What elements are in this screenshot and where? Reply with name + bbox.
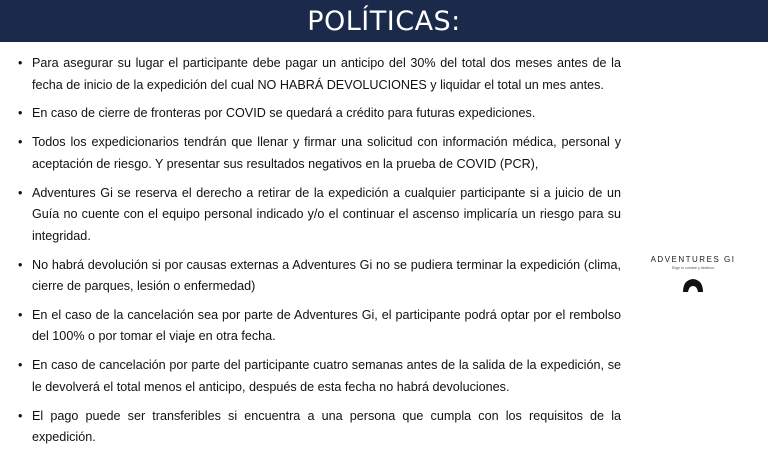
policy-item (14, 53, 621, 96)
policy-text: En caso de cierre de fronteras por COVID se quedará a crédito para futuras expediciones. (32, 106, 536, 121)
brand-name: ADVENTURES GI (650, 255, 736, 264)
policy-text: No habrá devolución si por causas externas a Adventures Gi no se pudiera terminar la expedición (clima, cierre de parques, lesión o enfermedad) (32, 257, 621, 294)
policy-text: En caso de cancelación por parte del participante cuatro semanas antes de la salida de la expedición, se le devolverá el total menos el anticipo, después de esta fecha no habrá devoluciones. (32, 358, 621, 394)
policy-text: El pago puede ser transferibles si encuentra a una persona que cumpla con los requisitos de la expedición. (32, 408, 621, 445)
policy-item (14, 103, 621, 125)
policy-item (14, 255, 621, 298)
brand-logo (648, 255, 738, 293)
policy-text: Todos los expedicionarios tendrán que llenar y firmar una solicitud con información médica, personal y aceptación de riesgo. Y presentar sus resultados negativos en la prueba de COVID (PCR), (32, 135, 621, 171)
bullet-icon: • (18, 257, 23, 272)
bullet-icon: • (18, 408, 23, 423)
policy-text: En el caso de la cancelación sea por parte de Adventures Gi, el participante podrá optar por el rembolso del 100% o por tomar el viaje en otra fecha. (32, 307, 621, 344)
bullet-icon: • (18, 56, 23, 70)
policy-text: Para asegurar su lugar el participante debe pagar un anticipo del 30% del total dos meses antes de la fecha de inicio de la expedición del cual NO HABRÁ DEVOLUCIONES y liquidar el total un mes antes. (32, 56, 621, 92)
brand-tagline: Elige tu cumbre y destinos (671, 266, 715, 270)
policy-item (14, 406, 621, 449)
policy-item (14, 355, 621, 398)
policy-item (14, 132, 621, 175)
title-banner (0, 0, 768, 42)
policy-text: Adventures Gi se reserva el derecho a retirar de la expedición a cualquier participante si a juicio de un Guía no cuente con el equipo personal indicado y/o el continuar el ascenso implicaría un riesgo para su integridad. (32, 185, 621, 243)
policies-list (14, 53, 621, 449)
bullet-icon: • (18, 135, 23, 150)
mountain-icon (682, 277, 704, 293)
page-title: POLÍTICAS: (307, 5, 461, 37)
policy-item (14, 183, 621, 248)
bullet-icon: • (18, 185, 23, 200)
policies-section (14, 53, 621, 456)
bullet-icon: • (18, 106, 23, 121)
policy-item (14, 305, 621, 348)
bullet-icon: • (18, 358, 23, 373)
bullet-icon: • (18, 307, 23, 322)
